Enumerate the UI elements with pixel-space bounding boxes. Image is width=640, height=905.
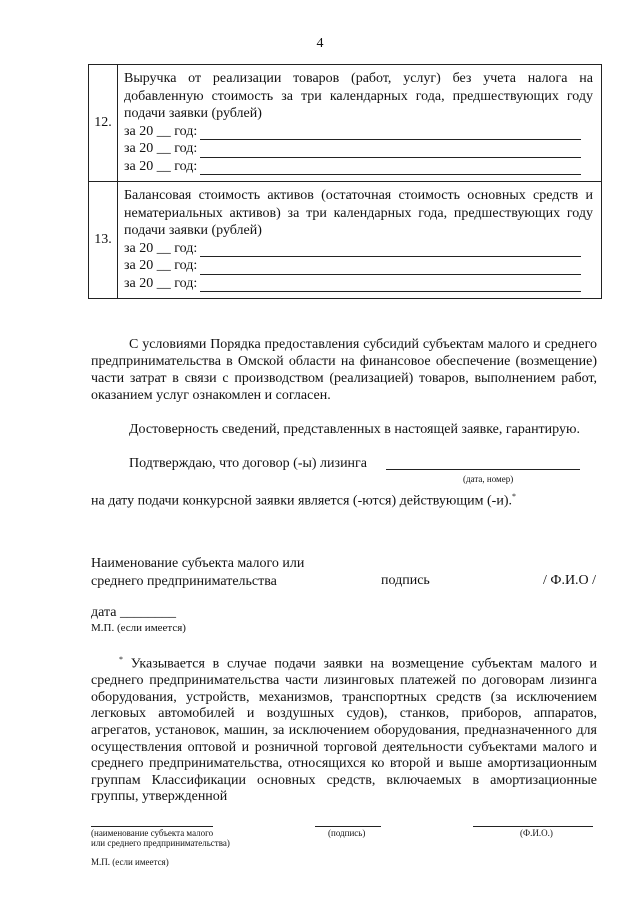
row-number: 12. (89, 65, 118, 182)
year-field (124, 140, 593, 158)
leasing-confirm-text: Подтверждаю, что договор (-ы) лизинга (129, 456, 368, 471)
row-number: 13. (89, 182, 118, 299)
fio-caption: (Ф.И.О.) (520, 828, 553, 838)
signature-label: подпись (381, 573, 430, 588)
year-label: за 20 __ год: (124, 275, 198, 291)
date-field[interactable]: дата ________ (91, 605, 176, 620)
year-label: за 20 __ год: (124, 240, 198, 256)
name-caption-line1: (наименование субъекта малого (91, 828, 214, 838)
year-field (124, 240, 593, 258)
fill-line[interactable] (200, 278, 581, 292)
leasing-status-label: на дату подачи конкурсной заявки является (-ются) действующим (-и). (91, 493, 512, 509)
row-content (118, 65, 602, 182)
year-label: за 20 __ год: (124, 141, 198, 156)
year-label: за 20 __ год: (124, 123, 198, 139)
footnote (91, 652, 597, 806)
year-label: за 20 __ год: (124, 158, 198, 174)
table-row (89, 65, 602, 182)
year-field (124, 275, 593, 293)
name-signature-line (91, 826, 213, 827)
name-caption-line2: или среднего предпринимательства) (91, 838, 230, 848)
year-label: за 20 __ год: (124, 258, 198, 273)
fio-label: / Ф.И.О / (543, 573, 597, 588)
stamp-label: М.П. (если имеется) (91, 622, 186, 634)
subject-name-line1: Наименование субъекта малого или (91, 556, 305, 571)
year-field (124, 257, 593, 275)
footnote-mark: * (119, 655, 123, 664)
fill-line[interactable] (200, 144, 581, 158)
date-number-caption: (дата, номер) (463, 474, 514, 484)
fio-line (473, 826, 593, 827)
signature-line (315, 826, 381, 827)
row-text: Выручка от реализации товаров (работ, услуг) без учета налога на добавленную стоимость за три календарных года, предшествующих году подачи заявки (рублей) (124, 71, 593, 121)
name-caption (91, 828, 230, 848)
leasing-status-text (91, 488, 516, 510)
fill-line[interactable] (200, 161, 581, 175)
data-table (88, 64, 602, 299)
year-field (124, 123, 593, 141)
row-text: Балансовая стоимость активов (остаточная стоимость основных средств и нематериальных активов) за три календарных года, предшествующих году подачи заявки (рублей) (124, 188, 593, 238)
footnote-mark: * (512, 492, 516, 501)
reliability-paragraph: Достоверность сведений, представленных в настоящей заявке, гарантирую. (129, 422, 580, 437)
leasing-contract-field[interactable] (386, 456, 580, 470)
signature-caption: (подпись) (328, 828, 366, 838)
footnote-text: Указывается в случае подачи заявки на возмещение субъектам малого и среднего предпринимательства части лизинговых платежей по договорам лизинга оборудования, устройств, механизмов, транспортных средств (за исключением легковых автомобилей и воздушных судов), станков, приборов, аппаратов, агрегатов, установок, машин, за исключением оборудования, предназначенного для осуществления оптовой и розничной торговой деятельности субъектами малого и среднего предпринимательства, относящихся ко второй и выше амортизационным группам Классификации основных средств, включаемых в амортизационные группы, утвержденной (91, 656, 597, 805)
row-content (118, 182, 602, 299)
stamp-caption: М.П. (если имеется) (91, 857, 169, 867)
subject-name-line2: среднего предпринимательства (91, 574, 277, 589)
subject-name-label (91, 555, 304, 591)
table-row (89, 182, 602, 299)
year-field (124, 158, 593, 176)
fill-line[interactable] (200, 126, 581, 140)
fill-line[interactable] (200, 261, 581, 275)
page-number: 4 (316, 36, 324, 51)
fill-line[interactable] (200, 243, 581, 257)
consent-paragraph: С условиями Порядка предоставления субсидий субъектам малого и среднего предпринимательства в Омской области на финансовое обеспечение (возмещение) части затрат в связи с производством (реализацией) товаров, выполнением работ, оказанием услуг ознакомлен и согласен. (91, 337, 597, 403)
